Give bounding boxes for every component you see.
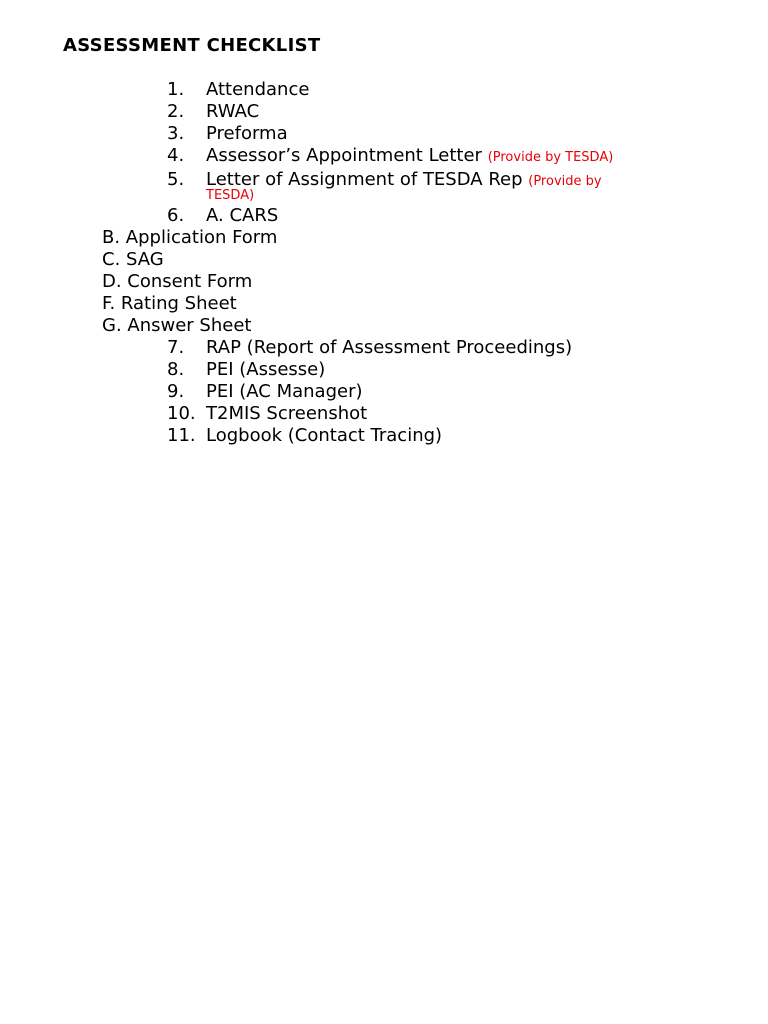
item-text: Preforma (206, 123, 288, 144)
item-text: RAP (Report of Assessment Proceedings) (206, 337, 573, 358)
item-text: Letter of Assignment of TESDA Rep (206, 169, 523, 190)
item-text: PEI (Assesse) (206, 359, 326, 380)
item-text: RWAC (206, 101, 260, 122)
item-number: 2. (167, 101, 185, 122)
sub-item-text: G. Answer Sheet (102, 315, 252, 336)
provider-note: (Provide by TESDA) (487, 150, 614, 165)
item-text: A. CARS (206, 205, 279, 226)
item-text: Assessor’s Appointment Letter (206, 145, 482, 166)
item-number: 9. (167, 381, 185, 402)
item-number: 3. (167, 123, 185, 144)
item-text: T2MIS Screenshot (206, 403, 368, 424)
item-number: 8. (167, 359, 185, 380)
sub-item-text: B. Application Form (102, 227, 278, 248)
sub-item-text: C. SAG (102, 249, 164, 270)
item-number: 6. (167, 205, 185, 226)
item-number: 11. (167, 425, 196, 446)
item-text: Logbook (Contact Tracing) (206, 425, 443, 446)
item-content (206, 169, 602, 193)
item-number: 7. (167, 337, 185, 358)
item-number: 5. (167, 169, 185, 190)
item-text: Attendance (206, 79, 310, 100)
page-title: ASSESSMENT CHECKLIST (63, 35, 321, 56)
sub-item-text: F. Rating Sheet (102, 293, 237, 314)
item-number: 10. (167, 403, 196, 424)
item-text: PEI (AC Manager) (206, 381, 363, 402)
item-content (206, 145, 613, 169)
sub-item-text: D. Consent Form (102, 271, 253, 292)
provider-note-continued: TESDA) (206, 188, 255, 203)
provider-note: (Provide by (528, 174, 602, 189)
item-number: 1. (167, 79, 185, 100)
item-number: 4. (167, 145, 185, 166)
